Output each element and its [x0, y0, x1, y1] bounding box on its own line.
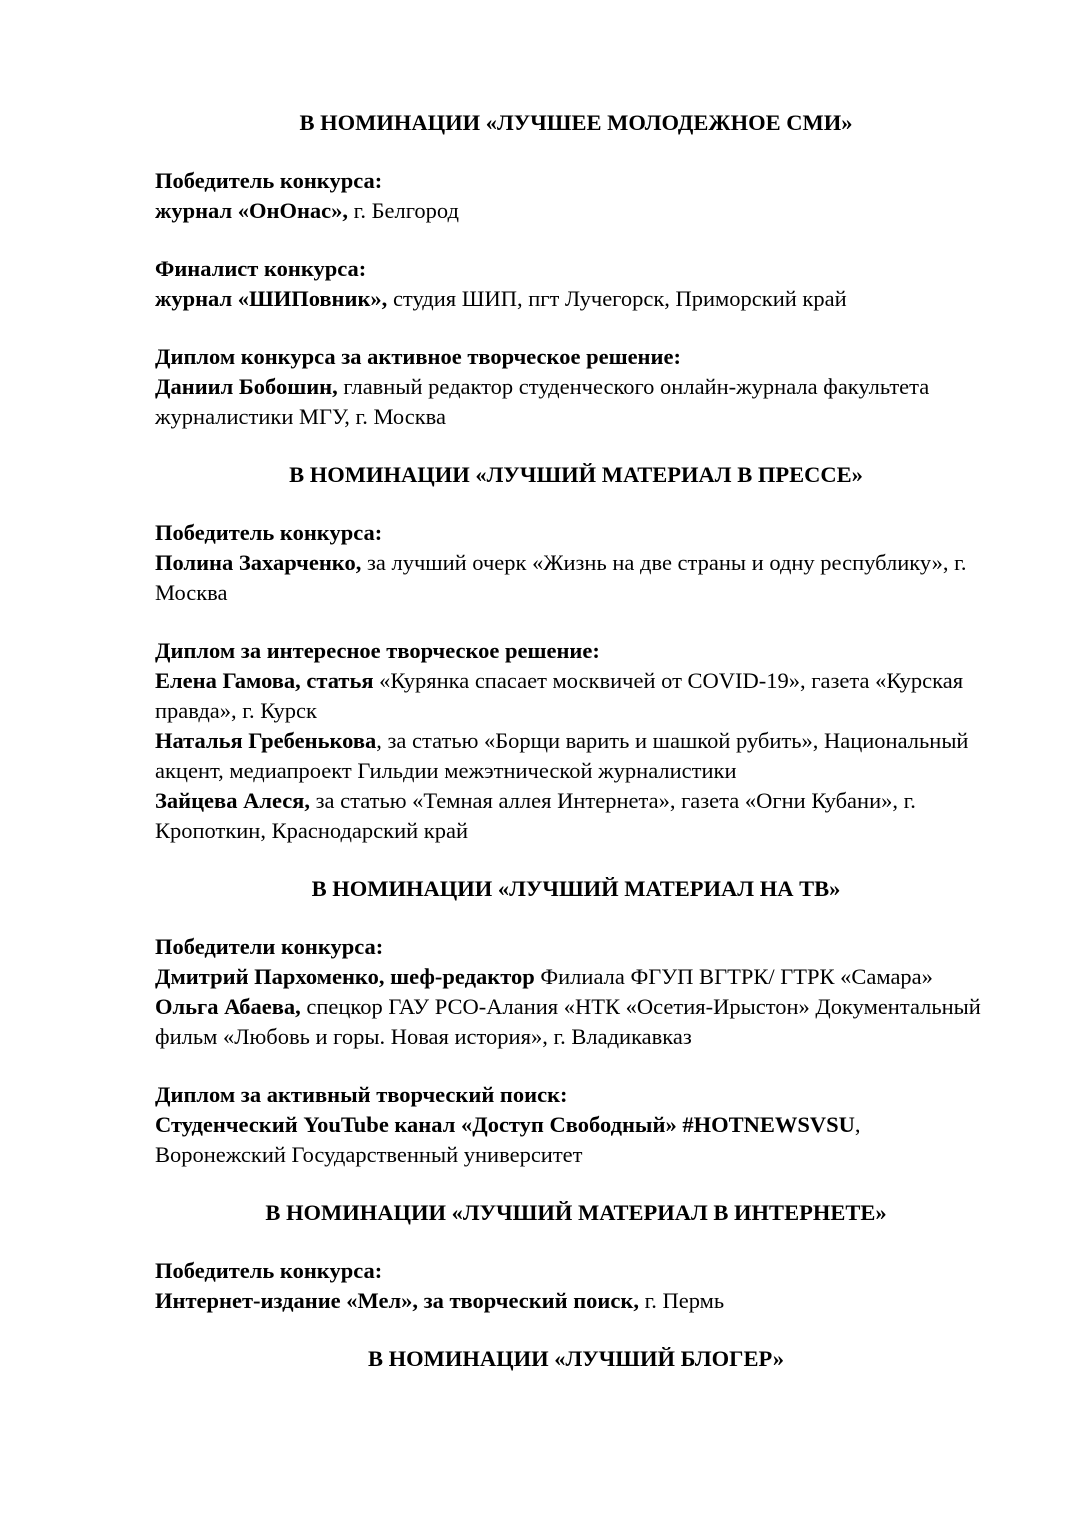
entry-run: главный редактор студенческого онлайн-журнала факультета журналистики МГУ, г. Москва — [155, 374, 930, 429]
award-entry — [155, 786, 997, 846]
award-block — [155, 166, 997, 226]
nomination-section — [155, 460, 997, 846]
document-content — [155, 108, 997, 1374]
award-entry — [155, 196, 997, 226]
section-heading: В НОМИНАЦИИ «ЛУЧШИЙ МАТЕРИАЛ В ИНТЕРНЕТЕ» — [265, 1200, 887, 1225]
nomination-section — [155, 108, 997, 432]
award-entry — [155, 666, 997, 726]
award-entry — [155, 548, 997, 608]
award-label: Финалист конкурса: — [155, 256, 367, 281]
entry-run-bold: Студенческий YouTube канал «Доступ Свободный» #HOTNEWSVSU — [155, 1112, 855, 1137]
entry-run-bold: Зайцева Алеся, — [155, 788, 310, 813]
entry-run-bold: Наталья Гребенькова — [155, 728, 377, 753]
entry-run-bold: Дмитрий Пархоменко, шеф-редактор — [155, 964, 535, 989]
entry-run: г. Пермь — [638, 1288, 725, 1313]
award-block — [155, 518, 997, 608]
award-label: Диплом конкурса за активное творческое решение: — [155, 344, 681, 369]
section-heading: В НОМИНАЦИИ «ЛУЧШИЙ МАТЕРИАЛ НА ТВ» — [311, 876, 841, 901]
nomination-section — [155, 1344, 997, 1374]
award-entry — [155, 962, 997, 992]
entry-run: Филиала ФГУП ВГТРК/ ГТРК «Самара» — [534, 964, 933, 989]
entry-run: студия ШИП, пгт Лучегорск, Приморский край — [387, 286, 847, 311]
award-label: Диплом за интересное творческое решение: — [155, 638, 600, 663]
award-entry — [155, 992, 997, 1052]
entry-run-bold: Полина Захарченко, — [155, 550, 362, 575]
award-entry — [155, 1286, 997, 1316]
entry-run-bold: Даниил Бобошин, — [155, 374, 338, 399]
award-block — [155, 932, 997, 1052]
entry-run: , Воронежский Государственный университет — [155, 1112, 861, 1167]
section-heading: В НОМИНАЦИИ «ЛУЧШИЙ МАТЕРИАЛ В ПРЕССЕ» — [289, 462, 863, 487]
award-entry — [155, 726, 997, 786]
nomination-section — [155, 874, 997, 1170]
award-label: Победители конкурса: — [155, 934, 384, 959]
entry-run: г. Белгород — [348, 198, 459, 223]
entry-run: , за статью «Борщи варить и шашкой рубить», Национальный акцент, медиапроект Гильдии межэтнической журналистики — [155, 728, 969, 783]
entry-run-bold: Интернет-издание «Мел», за творческий поиск, — [155, 1288, 639, 1313]
award-label: Победитель конкурса: — [155, 1258, 383, 1283]
entry-run-bold: Ольга Абаева, — [155, 994, 301, 1019]
entry-run: «Курянка спасает москвичей от COVID-19», газета «Курская правда», г. Курск — [155, 668, 964, 723]
entry-run: за статью «Темная аллея Интернета», газета «Огни Кубани», г. Кропоткин, Краснодарский край — [155, 788, 916, 843]
award-label: Победитель конкурса: — [155, 168, 383, 193]
section-heading: В НОМИНАЦИИ «ЛУЧШЕЕ МОЛОДЕЖНОЕ СМИ» — [299, 110, 853, 135]
award-block — [155, 1256, 997, 1316]
section-heading: В НОМИНАЦИИ «ЛУЧШИЙ БЛОГЕР» — [367, 1346, 785, 1371]
entry-run: за лучший очерк «Жизнь на две страны и одну республику», г. Москва — [155, 550, 967, 605]
award-entry — [155, 372, 997, 432]
award-block — [155, 1080, 997, 1170]
award-entry — [155, 1110, 997, 1170]
entry-run-bold: Елена Гамова, статья — [155, 668, 374, 693]
entry-run: спецкор ГАУ РСО-Алания «НТК «Осетия-Ирыстон» Документальный фильм «Любовь и горы. Новая история», г. Владикавказ — [155, 994, 981, 1049]
award-block — [155, 636, 997, 846]
nomination-section — [155, 1198, 997, 1316]
entry-run-bold: журнал «ОнОнас», — [155, 198, 349, 223]
award-label: Победитель конкурса: — [155, 520, 383, 545]
entry-run-bold: журнал «ШИПовник», — [155, 286, 388, 311]
award-block — [155, 254, 997, 314]
award-block — [155, 342, 997, 432]
award-entry — [155, 284, 997, 314]
award-label: Диплом за активный творческий поиск: — [155, 1082, 568, 1107]
